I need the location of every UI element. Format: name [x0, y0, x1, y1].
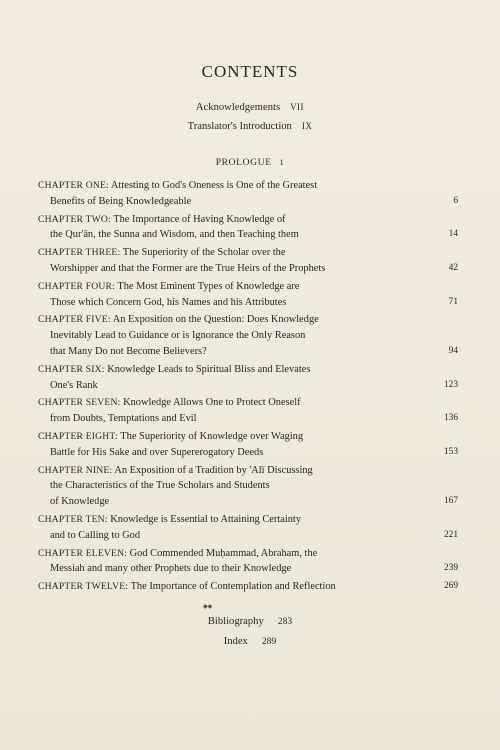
chapter-title-line: CHAPTER THREE: The Superiority of the Scholar over the	[38, 247, 286, 259]
toc-entry-index[interactable]	[0, 636, 500, 647]
entry-label: Acknowledgements	[195, 102, 281, 113]
entry-page-number: 239	[443, 563, 458, 574]
chapter-title-line: CHAPTER TEN: Knowledge is Essential to Attaining Certainty	[38, 513, 302, 525]
chapter-number-label: CHAPTER ONE:	[38, 180, 109, 191]
entry-page-number: IX	[301, 121, 313, 131]
chapter-title-continuation: Those which Concern God, his Names and his Attributes	[50, 296, 287, 308]
chapter-title-continuation: Benefits of Being Knowledgeable	[50, 195, 192, 207]
entry-page-number: 269	[443, 581, 458, 592]
chapter-number-label: CHAPTER FOUR:	[38, 280, 115, 292]
entry-page-number: 167	[443, 496, 458, 507]
page-title: CONTENTS	[201, 62, 299, 81]
entry-page-number: 6	[453, 195, 458, 206]
entry-page-number: 71	[448, 296, 458, 307]
entry-label: Index	[223, 636, 248, 647]
toc-entry-chapter[interactable]	[38, 579, 458, 595]
chapter-number-label: CHAPTER TWELVE:	[38, 581, 129, 593]
chapter-number-label: CHAPTER EIGHT:	[38, 430, 118, 442]
toc-entry-chapter[interactable]	[38, 546, 458, 578]
chapter-number-label: CHAPTER TWO:	[38, 213, 111, 225]
entry-page-number: 289	[261, 636, 277, 647]
chapter-title-line: CHAPTER SIX: Knowledge Leads to Spiritual Bliss and Elevates	[38, 363, 311, 375]
chapter-number-label: CHAPTER THREE:	[38, 247, 121, 259]
chapter-title-continuation: Messiah and many other Prophets due to their Knowledge	[50, 563, 292, 575]
entry-label: Translator's Introduction	[187, 121, 292, 132]
entry-page-number: 136	[443, 413, 458, 424]
chapter-title-line: CHAPTER FIVE: An Exposition on the Question: Does Knowledge	[38, 314, 319, 326]
entry-page-number: 123	[443, 379, 458, 390]
toc-entry-translators-introduction[interactable]	[0, 121, 500, 132]
chapter-number-label: CHAPTER ELEVEN:	[38, 547, 128, 559]
chapter-title-continuation: Battle for His Sake and over Supererogatory Deeds	[50, 446, 264, 458]
toc-entry-bibliography[interactable]	[0, 616, 500, 627]
entry-label: Bibliography	[207, 616, 264, 627]
toc-entry-chapter[interactable]	[38, 429, 458, 461]
chapter-number-label: CHAPTER SEVEN:	[38, 397, 121, 409]
entry-page-number: 14	[448, 229, 458, 240]
entry-page-number: 94	[448, 345, 458, 356]
chapter-number-label: CHAPTER FIVE:	[38, 314, 111, 326]
chapter-title-line: CHAPTER TWELVE: The Importance of Contemplation and Reflection	[38, 581, 336, 593]
toc-entry-acknowledgements[interactable]	[0, 102, 500, 113]
chapter-number-label: CHAPTER NINE:	[38, 464, 113, 476]
toc-entry-chapter[interactable]	[38, 463, 458, 510]
chapter-list	[38, 178, 458, 597]
chapter-title-continuation: and to Calling to God	[50, 529, 141, 541]
chapter-title-line: CHAPTER ONE: Attesting to God's Oneness is One of the Greatest	[38, 180, 318, 191]
entry-page-number: 221	[443, 529, 458, 540]
toc-entry-chapter[interactable]	[38, 245, 458, 277]
toc-entry-chapter[interactable]	[38, 312, 458, 359]
chapter-title-continuation: the Characteristics of the True Scholars and Students	[50, 480, 270, 492]
chapter-title-line: CHAPTER EIGHT: The Superiority of Knowledge over Waging	[38, 430, 304, 442]
toc-entry-chapter[interactable]	[38, 279, 458, 311]
divider-ornament-icon: ◆◆	[203, 604, 213, 610]
entry-label: PROLOGUE	[215, 157, 272, 168]
toc-entry-chapter[interactable]	[38, 212, 458, 244]
entry-page-number: 283	[277, 616, 293, 627]
entry-page-number: 42	[448, 262, 458, 273]
toc-entry-chapter[interactable]	[38, 178, 458, 210]
chapter-title-continuation: from Doubts, Temptations and Evil	[50, 413, 197, 425]
entry-page-number: VII	[290, 102, 305, 112]
chapter-title-continuation: One's Rank	[50, 379, 98, 391]
chapter-title-continuation: that Many Do not Become Believers?	[50, 345, 207, 357]
chapter-title-line: CHAPTER ELEVEN: God Commended Muḥammad, Abraham, the	[38, 547, 318, 559]
chapter-title-line: CHAPTER SEVEN: Knowledge Allows One to Protect Oneself	[38, 397, 301, 409]
chapter-title-continuation: the Qur'ān, the Sunna and Wisdom, and then Teaching them	[50, 229, 299, 241]
chapter-title-continuation: Worshipper and that the Former are the True Heirs of the Prophets	[50, 262, 326, 274]
entry-page-number: 1	[279, 158, 285, 167]
chapter-title-continuation: of Knowledge	[50, 496, 110, 508]
toc-entry-chapter[interactable]	[38, 362, 458, 394]
chapter-title-line: CHAPTER FOUR: The Most Eminent Types of Knowledge are	[38, 280, 300, 292]
toc-entry-chapter[interactable]	[38, 512, 458, 544]
chapter-number-label: CHAPTER SIX:	[38, 363, 105, 375]
toc-entry-prologue[interactable]	[0, 157, 500, 168]
chapter-title-line: CHAPTER NINE: An Exposition of a Tradition by 'Alī Discussing	[38, 464, 313, 476]
chapter-number-label: CHAPTER TEN:	[38, 513, 108, 525]
toc-entry-chapter[interactable]	[38, 395, 458, 427]
chapter-title-line: CHAPTER TWO: The Importance of Having Knowledge of	[38, 213, 286, 225]
chapter-title-continuation: Inevitably Lead to Guidance or is Ignorance the Only Reason	[50, 330, 306, 342]
entry-page-number: 153	[443, 446, 458, 457]
